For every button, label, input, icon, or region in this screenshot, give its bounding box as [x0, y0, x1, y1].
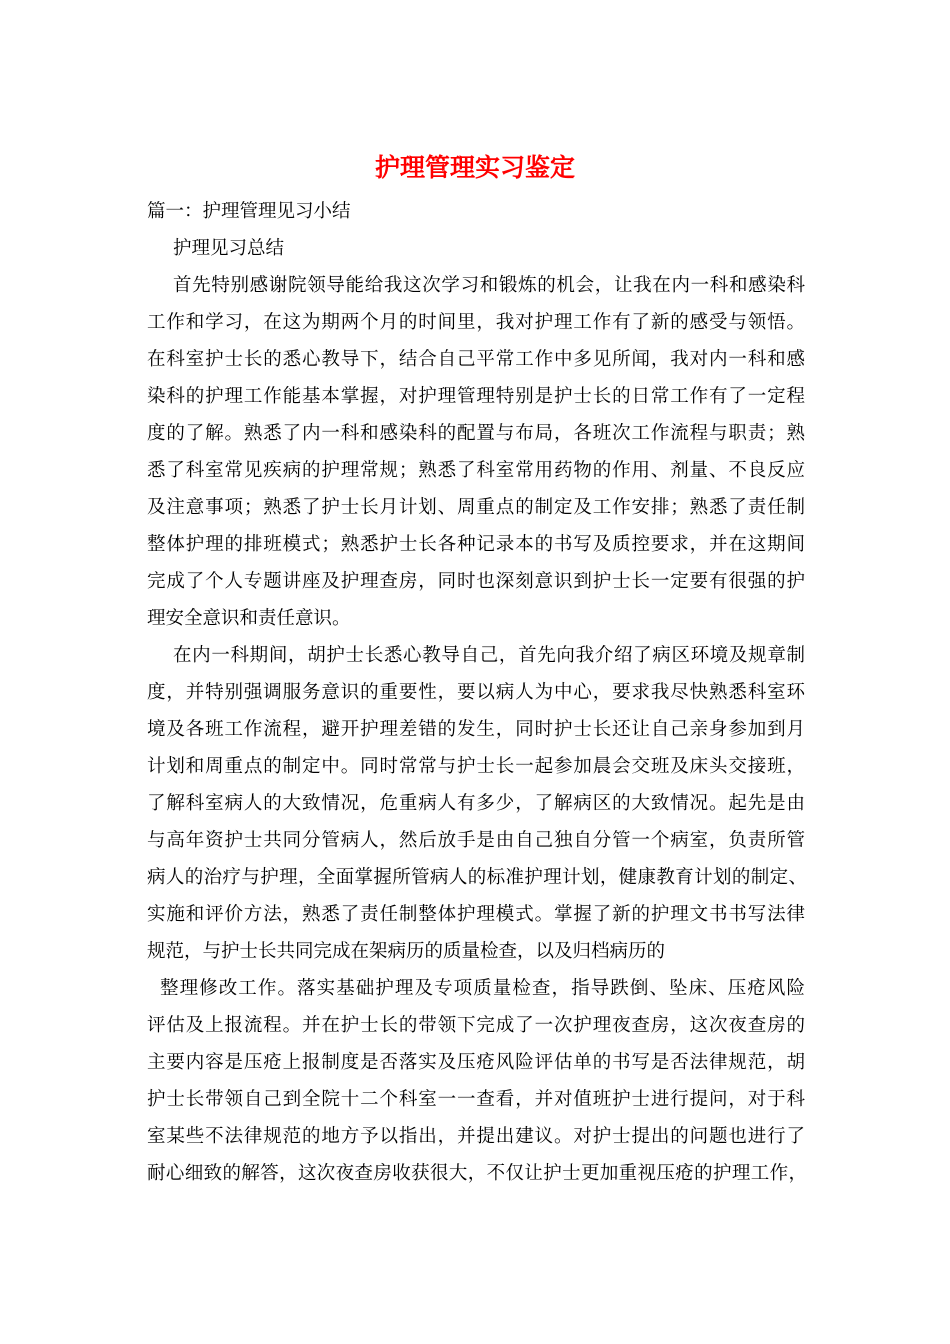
body-line: 整理修改工作。落实基础护理及专项质量检查，指导跌倒、坠床、压疮风险: [160, 978, 805, 999]
body-line: 整体护理的排班模式；熟悉护士长各种记录本的书写及质控要求，并在这期间: [147, 534, 805, 555]
body-line: 在内一科期间，胡护士长悉心教导自己，首先向我介绍了病区环境及规章制: [173, 645, 805, 666]
body-line: 完成了个人专题讲座及护理查房，同时也深刻意识到护士长一定要有很强的护: [147, 571, 805, 592]
body-line: 规范，与护士长共同完成在架病历的质量检查，以及归档病历的: [147, 941, 666, 962]
body-line: 耐心细致的解答，这次夜查房收获很大，不仅让护士更加重视压疮的护理工作，: [147, 1163, 807, 1184]
body-line: 主要内容是压疮上报制度是否落实及压疮风险评估单的书写是否法律规范，胡: [147, 1052, 805, 1073]
body-line: 理安全意识和责任意识。: [147, 608, 351, 629]
body-line: 度的了解。熟悉了内一科和感染科的配置与布局，各班次工作流程与职责；熟: [147, 423, 805, 444]
subheading: 护理见习总结: [173, 238, 285, 259]
body-line: 实施和评价方法，熟悉了责任制整体护理模式。掌握了新的护理文书书写法律: [147, 904, 805, 925]
body-line: 在科室护士长的悉心教导下，结合自己平常工作中多见所闻，我对内一科和感: [147, 349, 805, 370]
body-line: 与高年资护士共同分管病人，然后放手是由自己独自分管一个病室，负责所管: [147, 830, 805, 851]
body-line: 了解科室病人的大致情况，危重病人有多少，了解病区的大致情况。起先是由: [147, 793, 805, 814]
body-line: 工作和学习，在这为期两个月的时间里，我对护理工作有了新的感受与领悟。: [147, 312, 805, 333]
body-line: 染科的护理工作能基本掌握，对护理管理特别是护士长的日常工作有了一定程: [147, 386, 805, 407]
section-heading: 篇一：护理管理见习小结: [147, 201, 351, 222]
body-line: 护士长带领自己到全院十二个科室一一查看，并对值班护士进行提问，对于科: [147, 1089, 805, 1110]
body-line: 度，并特别强调服务意识的重要性，要以病人为中心，要求我尽快熟悉科室环: [147, 682, 805, 703]
body-line: 悉了科室常见疾病的护理常规；熟悉了科室常用药物的作用、剂量、不良反应: [147, 460, 805, 481]
body-line: 及注意事项；熟悉了护士长月计划、周重点的制定及工作安排；熟悉了责任制: [147, 497, 805, 518]
body-line: 计划和周重点的制定中。同时常常与护士长一起参加晨会交班及床头交接班，: [147, 756, 805, 777]
body-line: 首先特别感谢院领导能给我这次学习和锻炼的机会，让我在内一科和感染科: [173, 275, 805, 296]
body-line: 室某些不法律规范的地方予以指出，并提出建议。对护士提出的问题也进行了: [147, 1126, 805, 1147]
body-line: 评估及上报流程。并在护士长的带领下完成了一次护理夜查房，这次夜查房的: [147, 1015, 805, 1036]
document-title: 护理管理实习鉴定: [374, 153, 575, 182]
body-line: 病人的治疗与护理，全面掌握所管病人的标准护理计划，健康教育计划的制定、: [147, 867, 807, 888]
body-line: 境及各班工作流程，避开护理差错的发生，同时护士长还让自己亲身参加到月: [147, 719, 805, 740]
